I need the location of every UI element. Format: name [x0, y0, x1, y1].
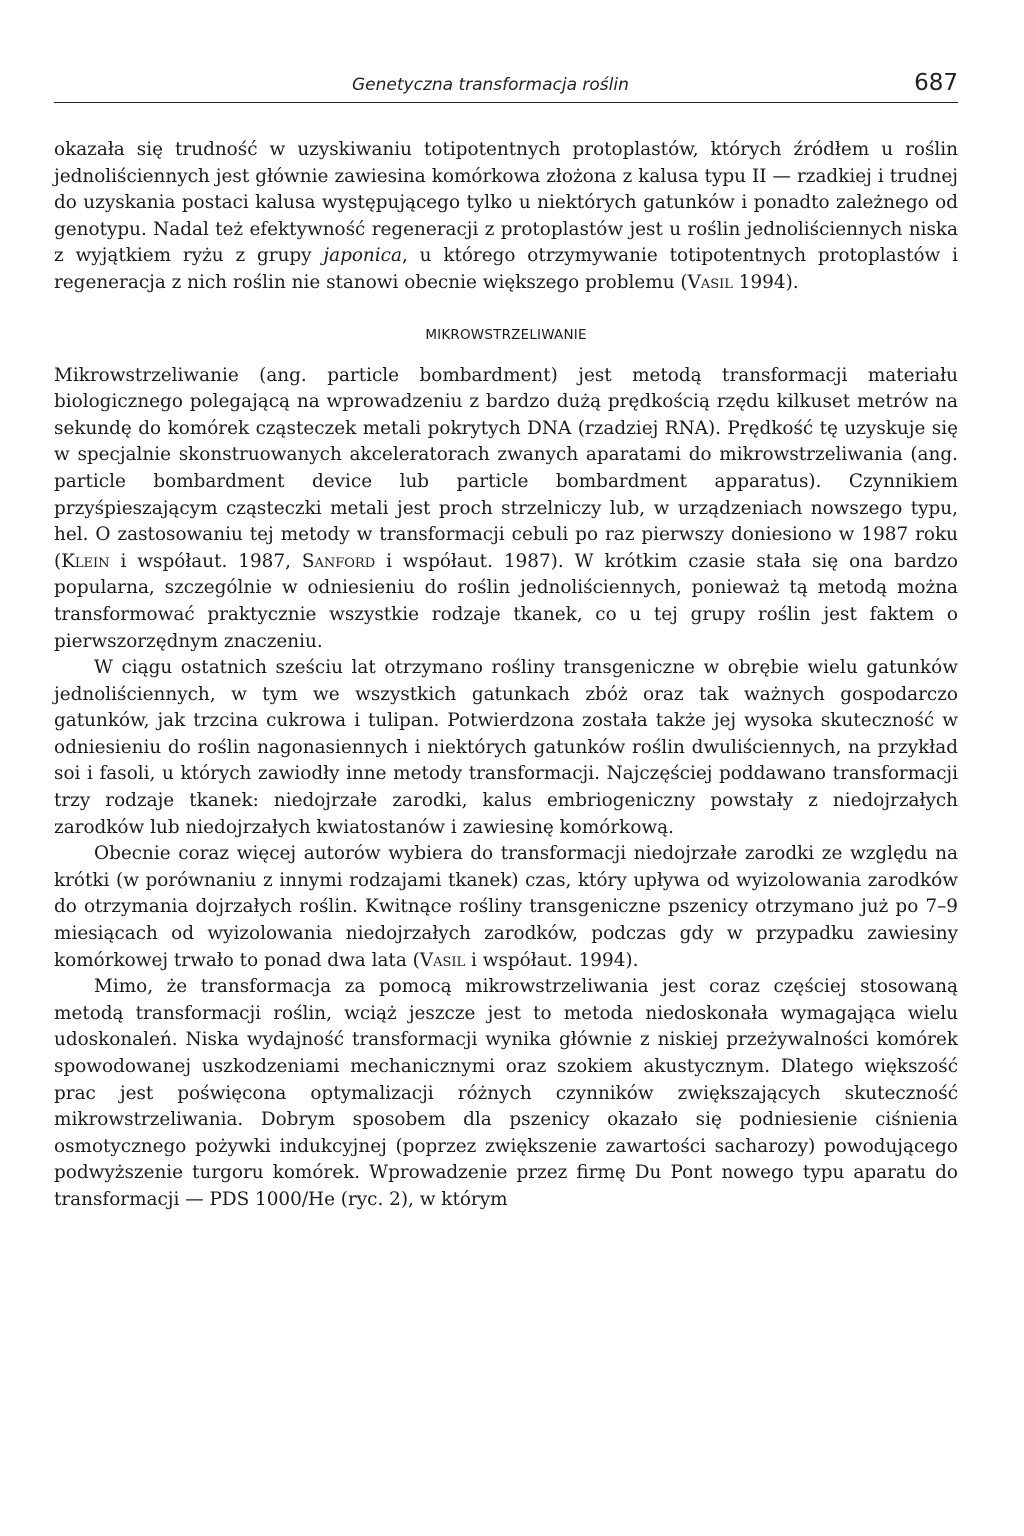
- citation-author: Vasil: [419, 949, 466, 971]
- text-run: 1994).: [732, 271, 799, 293]
- text-run: Mikrowstrzeliwanie (ang. particle bombardment) jest metodą transformacji materiału biologicznego polegającą na wprowadzeniu z bardzo dużą prędkością rzędu kilkuset metrów na sekundę do komórek cząsteczek metali pokrytych DNA (rzadziej RNA). Prędkość tę uzyskuje się w specjalnie skonstruowanych akceleratorach zwanych aparatami do mikrowstrzeliwania (ang. particle bombardment device lub particle bombardment apparatus). Czynnikiem przyśpieszającym cząsteczki metali jest proch strzelniczy lub, w urządzeniach nowszego typu, hel. O zastosowaniu tej metody w transformacji cebuli po raz pierwszy doniesiono w 1987 roku (: [54, 364, 958, 572]
- paragraph-2: [54, 363, 958, 656]
- text-run: okazała się trudność w uzyskiwaniu totipotentnych protoplastów, których źródłem u roślin jednoliściennych jest głównie zawiesina komórkowa złożona z kalusa typu II — rzadkiej i trudnej do uzyskania postaci kalusa występującego tylko u niektórych gatunków i ponadto zależnego od genotypu. Nadal też efektywność regeneracji z protoplastów jest u roślin jednoliściennych niska z wyjątkiem ryżu z grupy: [54, 139, 958, 267]
- section-heading: MIKROWSTRZELIWANIE: [425, 326, 587, 343]
- text-run: i współaut. 1987,: [109, 550, 302, 572]
- paragraph-4: [54, 841, 958, 974]
- citation-author: Sanford: [301, 550, 376, 572]
- page-header: [54, 70, 958, 103]
- citation-author: Vasil: [687, 271, 733, 293]
- text-run: , u którego otrzymywanie totipotentnych protoplastów i regeneracja z nich roślin nie stanowi obecnie większego problemu (: [54, 245, 958, 293]
- page-number: 687: [914, 70, 958, 96]
- text-run: Obecnie coraz więcej autorów wybiera do transformacji niedojrzałe zarodki ze względu na krótki (w porównaniu z innymi rodzajami tkanek) czas, który upływa od wyizolowania zarodków do otrzymania dojrzałych roślin. Kwitnące rośliny transgeniczne pszenicy otrzymano już po 7–9 miesiącach od wyizolowania niedojrzałych zarodków, podczas gdy w przypadku zawiesiny komórkowej trwało to ponad dwa lata (: [54, 843, 958, 971]
- paragraph-5: Mimo, że transformacja za pomocą mikrowstrzeliwania jest coraz częściej stosowaną metodą transformacji roślin, wciąż jeszcze jest to metoda niedoskonała wymagająca wielu udoskonaleń. Niska wydajność transformacji wynika głównie z niskiej przeżywalności komórek spowodowanej uszkodzeniami mechanicznymi oraz szokiem akustycznym. Dlatego większość prac jest poświęcona optymalizacji różnych czynników zwiększających skuteczność mikrowstrzeliwania. Dobrym sposobem dla pszenicy okazało się podniesienie ciśnienia osmotycznego pożywki indukcyjnej (poprzez zwiększenie zawartości sacharozy) powodującego podwyższenie turgoru komórek. Wprowadzenie przez firmę Du Pont nowego typu aparatu do transformacji — PDS 1000/He (ryc. 2), w którym: [54, 976, 958, 1210]
- running-title: Genetyczna transformacja roślin: [352, 75, 629, 95]
- paragraph-1: [54, 137, 958, 297]
- italic-term: japonica: [323, 245, 402, 267]
- citation-author: Klein: [61, 550, 110, 572]
- text-run: i współaut. 1987). W krótkim czasie stała się ona bardzo popularna, szczególnie w odniesieniu do roślin jednoliściennych, ponieważ tą metodą można transformować praktycznie wszystkie rodzaje tkanek, co u tej grupy roślin jest faktem o pierwszorzędnym znaczeniu.: [54, 550, 959, 652]
- text-run: i współaut. 1994).: [465, 949, 639, 971]
- paragraph-3: W ciągu ostatnich sześciu lat otrzymano rośliny transgeniczne w obrębie wielu gatunków jednoliściennych, w tym we wszystkich gatunkach zbóż oraz tak ważnych gospodarczo gatunków, jak trzcina cukrowa i tulipan. Potwierdzona została także jej wysoka skuteczność w odniesieniu do roślin nagonasiennych i niektórych gatunków roślin dwuliściennych, na przykład soi i fasoli, u których zawiodły inne metody transformacji. Najczęściej poddawano transformacji trzy rodzaje tkanek: niedojrzałe zarodki, kalus embriogeniczny powstały z niedojrzałych zarodków lub niedojrzałych kwiatostanów i zawiesinę komórkową.: [54, 657, 958, 838]
- page-body: [54, 137, 958, 1214]
